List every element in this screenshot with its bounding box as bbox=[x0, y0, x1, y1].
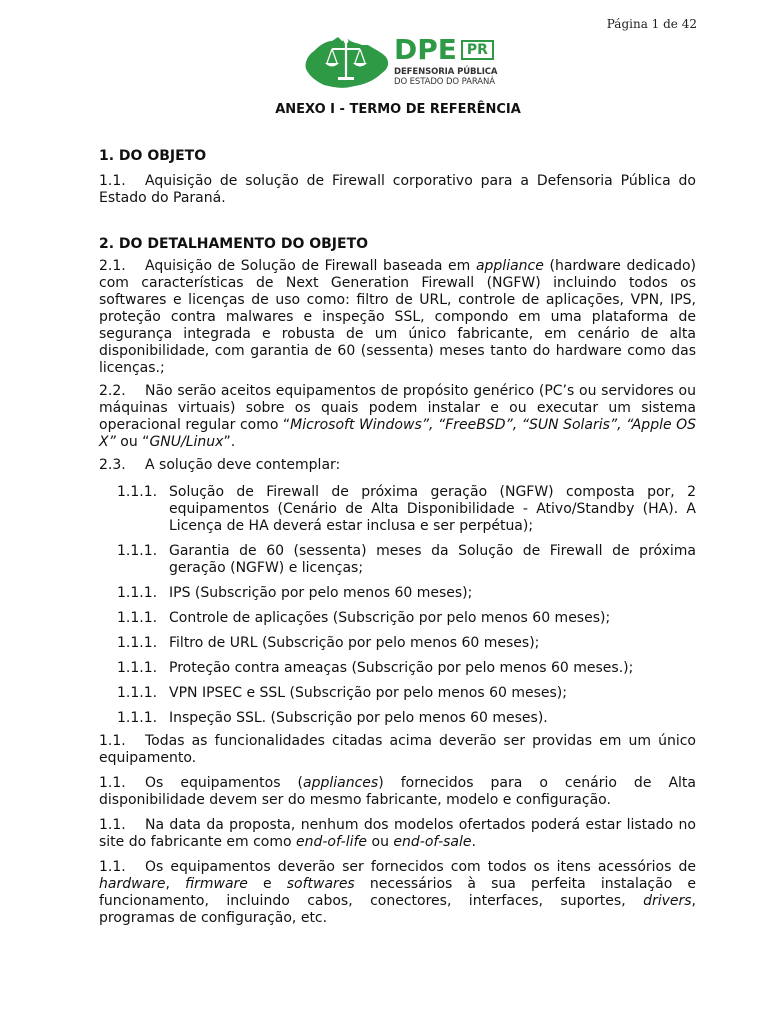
logo-line-2: DO ESTADO DO PARANÁ bbox=[394, 76, 495, 87]
paragraph-2-2 bbox=[99, 383, 696, 451]
list-item-text: Proteção contra ameaças (Subscrição por pelo menos 60 meses.); bbox=[169, 660, 634, 676]
paragraph-number: 2.1. bbox=[99, 258, 126, 274]
text-run: , programas de configuração, etc. bbox=[99, 893, 696, 926]
paragraph-q4 bbox=[99, 859, 696, 927]
text-run-italic: softwares bbox=[286, 876, 355, 892]
list-item-number: 1.1.1. bbox=[117, 660, 158, 676]
text-run-italic: drivers bbox=[643, 893, 692, 909]
text-run: Os equipamentos deverão ser fornecidos com todos os itens acessórios de bbox=[145, 859, 696, 875]
paragraph-q2 bbox=[99, 775, 696, 809]
list-item-number: 1.1.1. bbox=[117, 610, 158, 626]
paragraph-number: 1.1. bbox=[99, 859, 126, 875]
text-run: ou “ bbox=[115, 434, 150, 450]
paragraph-2-3 bbox=[99, 457, 696, 474]
paragraph-text: A solução deve contemplar: bbox=[145, 457, 341, 473]
text-run: Na data da proposta, nenhum dos modelos ofertados poderá estar listado no site do fabricante em como bbox=[99, 817, 696, 850]
list-item-number: 1.1.1. bbox=[117, 585, 158, 601]
paragraph-q1 bbox=[99, 733, 696, 767]
list-item bbox=[117, 685, 696, 702]
section-1-heading: 1. DO OBJETO bbox=[99, 148, 207, 164]
logo-text bbox=[394, 32, 498, 87]
list-item-number: 1.1.1. bbox=[117, 484, 158, 500]
list-item-text: Controle de aplicações (Subscrição por pelo menos 60 meses); bbox=[169, 610, 611, 626]
list-item-number: 1.1.1. bbox=[117, 710, 158, 726]
paragraph-1-1 bbox=[99, 173, 696, 207]
text-run: (hardware dedicado) com características de Next Generation Firewall (NGFW) incluindo todos os softwares e licenças de uso como: filtro de URL, controle de aplicações, VPN, IPS, proteção contra malwares e inspeção SSL, compondo em uma plataforma de segurança integrada e robusta de um único fabricante, em cenário de alta disponibilidade, com garantia de 60 (sessenta) meses tanto do hardware como das licenças.; bbox=[99, 258, 696, 376]
text-run: ou bbox=[367, 834, 394, 850]
text-run-italic: appliance bbox=[475, 258, 544, 274]
list-item bbox=[117, 543, 696, 577]
paragraph-number: 2.3. bbox=[99, 457, 126, 473]
requirements-list bbox=[99, 484, 696, 727]
text-run-italic: end-of-life bbox=[296, 834, 368, 850]
parana-map-scales-icon bbox=[302, 33, 392, 89]
list-item-number: 1.1.1. bbox=[117, 685, 158, 701]
logo-dpe: DPE bbox=[394, 32, 457, 66]
text-run: Não serão aceitos equipamentos de propósito genérico (PC’s ou servidores ou máquinas virtuais) sobre os quais podem instalar e ou executar um sistema operacional regular como “ bbox=[99, 383, 696, 433]
text-run: Os equipamentos ( bbox=[145, 775, 304, 791]
page-number: Página 1 de 42 bbox=[606, 17, 697, 31]
list-item bbox=[117, 585, 696, 602]
list-item-text: Filtro de URL (Subscrição por pelo menos 60 meses); bbox=[169, 635, 540, 651]
paragraph-text: Aquisição de solução de Firewall corporativo para a Defensoria Pública do Estado do Paraná. bbox=[99, 173, 696, 206]
list-item bbox=[117, 484, 696, 535]
paragraph-number: 1.1. bbox=[99, 775, 126, 791]
text-run-italic: end-of-sale bbox=[393, 834, 472, 850]
text-run-italic: GNU/Linux bbox=[149, 434, 224, 450]
paragraph-text: Todas as funcionalidades citadas acima deverão ser providas em um único equipamento. bbox=[99, 733, 696, 766]
list-item-text: IPS (Subscrição por pelo menos 60 meses); bbox=[169, 585, 473, 601]
text-run: Aquisição de Solução de Firewall baseada em bbox=[145, 258, 476, 274]
list-item-text: Garantia de 60 (sessenta) meses da Solução de Firewall de próxima geração (NGFW) e licenças; bbox=[169, 543, 696, 576]
section-2-heading: 2. DO DETALHAMENTO DO OBJETO bbox=[99, 236, 369, 252]
text-run-italic: hardware bbox=[99, 876, 166, 892]
text-run: ) fornecidos para o cenário de Alta disponibilidade devem ser do mesmo fabricante, modelo e configuração. bbox=[99, 775, 696, 808]
text-run: necessários à sua perfeita instalação e funcionamento, incluindo cabos, conectores, interfaces, suportes, bbox=[99, 876, 696, 909]
paragraph-number: 1.1. bbox=[99, 733, 126, 749]
text-run: e bbox=[247, 876, 287, 892]
annex-title: ANEXO I - TERMO DE REFERÊNCIA bbox=[275, 102, 521, 117]
text-run-italic: firmware bbox=[185, 876, 248, 892]
list-item-number: 1.1.1. bbox=[117, 635, 158, 651]
paragraph-number: 2.2. bbox=[99, 383, 126, 399]
logo-line-1: DEFENSORIA PÚBLICA bbox=[394, 66, 498, 77]
document-body bbox=[99, 148, 696, 927]
text-run-italic: appliances bbox=[303, 775, 379, 791]
list-item-text: Inspeção SSL. (Subscrição por pelo menos 60 meses). bbox=[169, 710, 548, 726]
paragraph-2-1 bbox=[99, 258, 696, 377]
paragraph-number: 1.1. bbox=[99, 817, 126, 833]
text-run: ”. bbox=[223, 434, 236, 450]
text-run: . bbox=[471, 834, 476, 850]
text-run: , bbox=[165, 876, 186, 892]
list-item-text: Solução de Firewall de próxima geração (NGFW) composta por, 2 equipamentos (Cenário de Alta Disponibilidade - Ativo/Standby (HA). A Licença de HA deverá estar inclusa e ser perpétua); bbox=[169, 484, 696, 534]
paragraph-q3 bbox=[99, 817, 696, 851]
paragraph-number: 1.1. bbox=[99, 173, 126, 189]
logo-pr-badge: PR bbox=[461, 40, 494, 60]
list-item-number: 1.1.1. bbox=[117, 543, 158, 559]
dpe-logo bbox=[302, 33, 497, 89]
list-item-text: VPN IPSEC e SSL (Subscrição por pelo menos 60 meses); bbox=[169, 685, 567, 701]
list-item bbox=[117, 660, 696, 677]
list-item bbox=[117, 710, 696, 727]
list-item bbox=[117, 610, 696, 627]
list-item bbox=[117, 635, 696, 652]
text-run-italic: Microsoft Windows”, “FreeBSD”, “SUN Solaris”, “Apple OS X” bbox=[99, 417, 696, 450]
